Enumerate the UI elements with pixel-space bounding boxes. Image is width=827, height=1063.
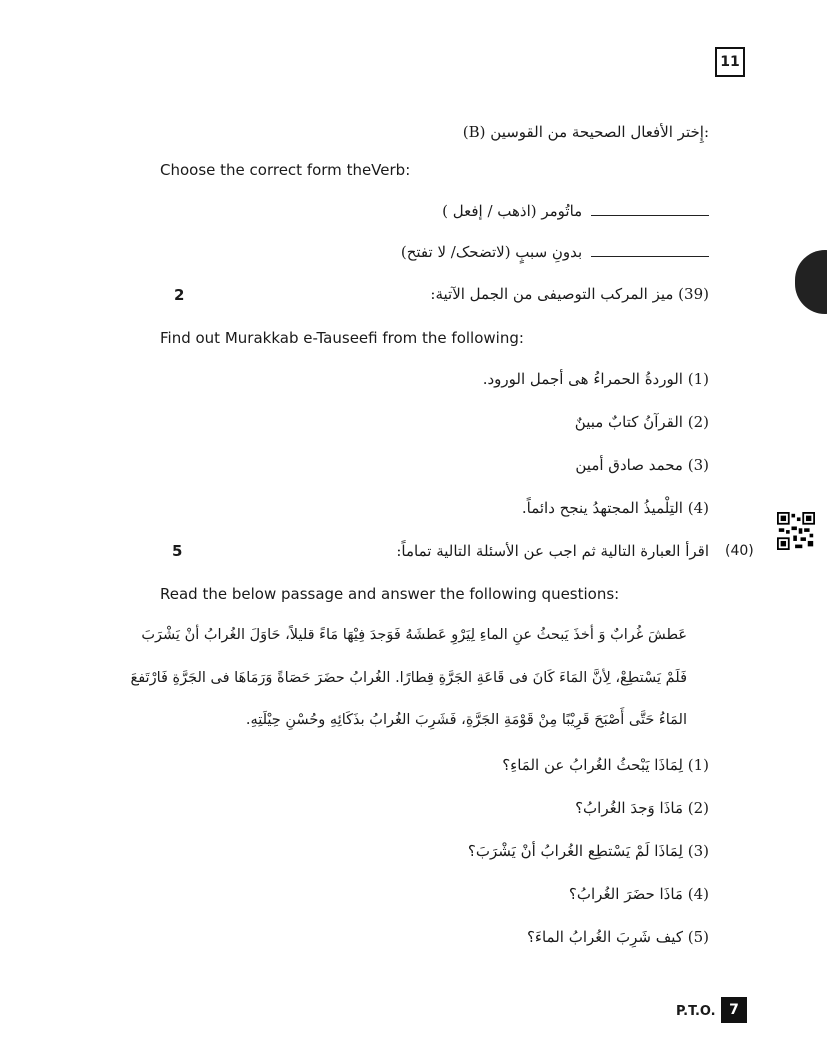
- passage-line-3: المَاءُ حَتَّى أَصْبَحَ قَرِيْبًا مِنْ قَوْمَةِ الجَرَّةِ، فَشَرِبَ الغُرابُ بذَكَائِهِ وحُسْنِ حِيْلَتِهِ.: [245, 712, 687, 728]
- passage-line-1: عَطشَ غُرابٌ وَ أخذَ يَبحثُ عنِ الماءِ لِيَرْوِ عَطشَهُ فَوَجدَ فِيْهَا مَاءً قليلاً، حَاوَلَ الغُرابُ أنْ يَشْرَبَ: [141, 627, 687, 643]
- q39-option-1: (1) الوردةُ الحمراءُ هى أجمل الورود.: [482, 370, 709, 388]
- section-b-item-2: بدونِ سببٍ (لاتضحک/ لا تفتح): [401, 243, 709, 261]
- answer-blank: [591, 244, 709, 257]
- q39-marks: 2: [174, 286, 185, 304]
- section-b-title: (B) إِختر الأفعال الصحيحة من القوسين:: [462, 123, 709, 141]
- q40-question-3: (3) لِمَاذَا لَمْ يَسْتطِع الغُرابُ أنْ يَشْرَبَ؟: [467, 842, 709, 860]
- passage-line-2: فَلَمْ يَسْتطِعْ، لِأنَّ المَاءَ كَانَ فى قَاعَةِ الجَرَّةِ قِطارًا. الغُرابُ حضَرَ حَصَاةً وَرَمَاهَا فى الجَرَّةِ فَارْتَفعَ: [130, 670, 687, 686]
- qr-code-icon: [777, 512, 815, 550]
- q39-title: (39) ميز المركب التوصيفى من الجمل الآتية:: [430, 285, 709, 303]
- section-b-instruction: Choose the correct form theVerb:: [160, 161, 411, 179]
- q40-instruction: Read the below passage and answer the following questions:: [160, 585, 620, 603]
- q39-option-2: (2) القرآنُ كتابٌ مبينٌ: [574, 413, 709, 431]
- q40-number: (40): [725, 543, 754, 559]
- section-b-item-1: ماتُومر (اذهب / إفعل ): [442, 202, 709, 220]
- q39-instruction: Find out Murakkab e-Tauseefi from the following:: [160, 329, 524, 347]
- answer-blank: [591, 203, 709, 216]
- q40-question-2: (2) مَاذَا وَجدَ الغُرابُ؟: [575, 799, 709, 817]
- side-tab-marker: [795, 250, 827, 314]
- q39-option-3: (3) محمد صادق أمين: [575, 456, 709, 474]
- page-number-box: 11: [715, 47, 745, 77]
- footer-page-number: 7: [721, 997, 747, 1023]
- q40-question-1: (1) لِمَاذَا يَبْحثُ الغُرابُ عن المَاءِ؟: [502, 756, 709, 774]
- q40-question-5: (5) كيف شَرِبَ الغُرابُ الماءَ؟: [526, 928, 709, 946]
- pto-label: P.T.O.: [676, 1004, 716, 1019]
- q40-title: اقرأ العبارة التالية ثم اجب عن الأسئلة التالية تماماً:: [396, 542, 709, 560]
- q39-option-4: (4) التِلْميذُ المجتهدُ ينجح دائماً.: [521, 499, 709, 517]
- q40-question-4: (4) مَاذَا حضَرَ الغُرابُ؟: [568, 885, 709, 903]
- q40-marks: 5: [172, 542, 183, 560]
